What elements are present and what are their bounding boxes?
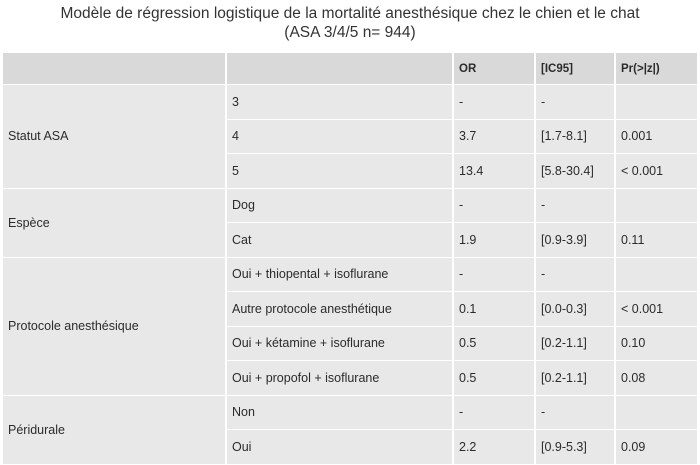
or-cell: 0.1 [454, 292, 536, 326]
or-cell: - [454, 189, 536, 223]
ic95-cell: [0.9-3.9] [536, 223, 616, 257]
title-line-1: Modèle de régression logistique de la mortalité anesthésique chez le chien et le chat [60, 5, 640, 22]
ic95-cell: [0.2-1.1] [536, 327, 616, 361]
pvalue-cell: 0.08 [616, 361, 697, 395]
table-row [3, 258, 697, 292]
ic95-cell: - [536, 85, 616, 119]
level-cell: Oui + thiopental + isoflurane [227, 258, 454, 292]
level-cell: 4 [227, 120, 454, 154]
or-cell: 0.5 [454, 361, 536, 395]
level-cell: 5 [227, 154, 454, 188]
pvalue-cell: 0.11 [616, 223, 697, 257]
header-group [3, 53, 227, 84]
pvalue-cell: 0.10 [616, 327, 697, 361]
table-row [3, 396, 697, 430]
or-cell: - [454, 85, 536, 119]
regression-table [3, 52, 697, 465]
pvalue-cell [616, 258, 697, 292]
table-row [3, 189, 697, 223]
group-label: Espèce [3, 189, 227, 257]
group-label: Statut ASA [3, 85, 227, 188]
or-cell: - [454, 396, 536, 430]
or-cell: 13.4 [454, 154, 536, 188]
pvalue-cell: < 0.001 [616, 292, 697, 326]
level-cell: Non [227, 396, 454, 430]
header-or: OR [454, 53, 536, 84]
ic95-cell: [0.0-0.3] [536, 292, 616, 326]
level-cell: Autre protocole anesthétique [227, 292, 454, 326]
header-pvalue: Pr(>|z|) [616, 53, 697, 84]
ic95-cell: - [536, 396, 616, 430]
or-cell: 1.9 [454, 223, 536, 257]
pvalue-cell [616, 85, 697, 119]
or-cell: 0.5 [454, 327, 536, 361]
or-cell: - [454, 258, 536, 292]
ic95-cell: [1.7-8.1] [536, 120, 616, 154]
or-cell: 3.7 [454, 120, 536, 154]
level-cell: Oui + propofol + isoflurane [227, 361, 454, 395]
pvalue-cell: < 0.001 [616, 154, 697, 188]
ic95-cell: [0.9-5.3] [536, 430, 616, 464]
pvalue-cell [616, 396, 697, 430]
level-cell: Oui + kétamine + isoflurane [227, 327, 454, 361]
level-cell: Oui [227, 430, 454, 464]
title-line-2: (ASA 3/4/5 n= 944) [284, 24, 416, 41]
header-row [3, 53, 697, 84]
level-cell: Dog [227, 189, 454, 223]
table-title [0, 4, 700, 42]
group-label: Protocole anesthésique [3, 258, 227, 395]
pvalue-cell: 0.09 [616, 430, 697, 464]
header-level [227, 53, 454, 84]
pvalue-cell [616, 189, 697, 223]
pvalue-cell: 0.001 [616, 120, 697, 154]
header-ic95: [IC95] [536, 53, 616, 84]
table-row [3, 85, 697, 119]
level-cell: 3 [227, 85, 454, 119]
or-cell: 2.2 [454, 430, 536, 464]
level-cell: Cat [227, 223, 454, 257]
group-label: Péridurale [3, 396, 227, 464]
ic95-cell: - [536, 189, 616, 223]
ic95-cell: [5.8-30.4] [536, 154, 616, 188]
ic95-cell: - [536, 258, 616, 292]
ic95-cell: [0.2-1.1] [536, 361, 616, 395]
